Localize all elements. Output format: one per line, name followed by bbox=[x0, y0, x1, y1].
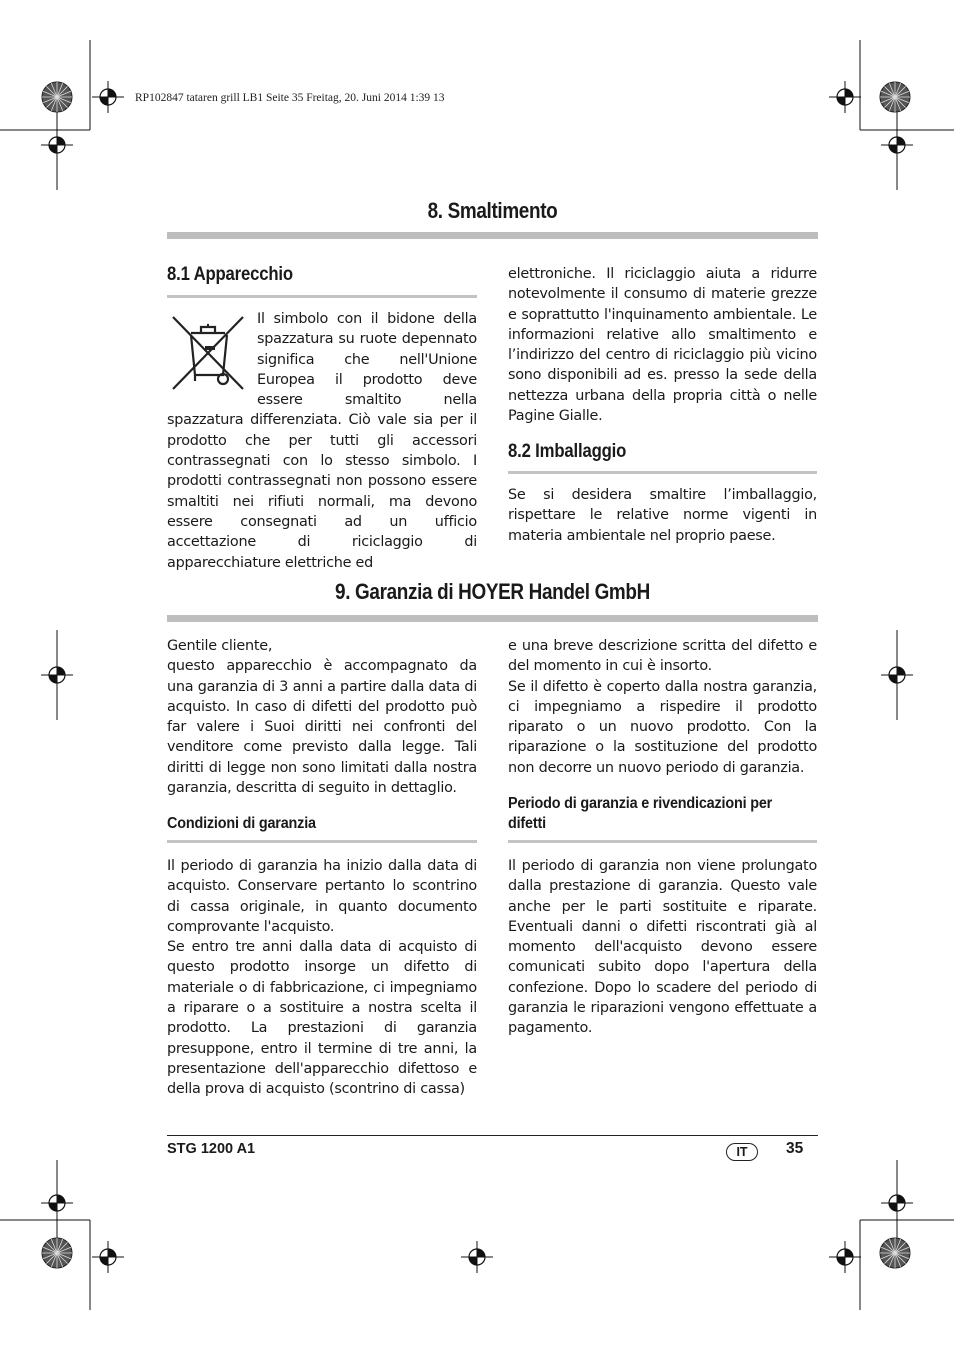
print-slug-line: RP102847 tataren grill LB1 Seite 35 Freitag, 20. Juni 2014 1:39 13 bbox=[135, 92, 445, 104]
section-8-1-paragraph-left: Il simbolo con il bidone della spazzatura su ruote depennato significa che nell'Unione Europea il prodotto deve essere smaltito nella spazzatura differenziata. Ciò vale sia per il prodotto che per tutti gli accessori contrassegnati con lo stesso simbolo. I prodotti contrassegnati non possono essere smaltiti nei rifiuti normali, ma devono essere consegnati ad un ufficio accettazione di riciclaggio di apparecchiature elettriche ed bbox=[167, 311, 477, 571]
period-heading: Periodo di garanzia e rivendicazioni per difetti bbox=[508, 795, 773, 832]
crossed-out-wheelie-bin-icon bbox=[167, 311, 249, 395]
section-8-title: 8. Smaltimento bbox=[427, 198, 558, 223]
period-text: Il periodo di garanzia non viene prolungato dalla prestazione di garanzia. Questo vale anche per le parti sostituite e riparate. Eventuali danni o difetti riscontrati già al momento dell'acquisto devono essere comunicati subito dopo l'apertura della confezione. Dopo lo scadere del periodo di garanzia le riparazioni vengono effettuate a pagamento. bbox=[508, 858, 817, 1037]
page-number: 35 bbox=[786, 1140, 804, 1157]
language-badge: IT bbox=[726, 1143, 758, 1161]
conditions-rule bbox=[167, 840, 477, 843]
section-9-title: 9. Garanzia di HOYER Handel GmbH bbox=[335, 579, 650, 604]
period-rule bbox=[508, 840, 817, 843]
section-9-left-intro bbox=[167, 636, 477, 798]
conditions-text bbox=[167, 856, 477, 1100]
section-8-2-rule bbox=[508, 471, 817, 474]
section-9-right-text bbox=[508, 636, 817, 778]
footer-rule bbox=[167, 1135, 818, 1136]
section-9-rule bbox=[167, 615, 818, 622]
section-8-rule bbox=[167, 232, 818, 239]
right-paragraph-2: Se il difetto è coperto dalla nostra garanzia, ci impegniamo a rispedire il prodotto riparato o un nuovo prodotto. Con la riparazione o la sostituzione del prodotto non decorre un nuovo periodo di garanzia. bbox=[508, 678, 817, 776]
conditions-paragraph-1: Il periodo di garanzia ha inizio dalla data di acquisto. Conservare pertanto lo scontrino di cassa originale, in quanto documento comprovante l'acquisto. bbox=[167, 858, 477, 935]
footer-model-code: STG 1200 A1 bbox=[167, 1141, 256, 1157]
intro-paragraph: questo apparecchio è accompagnato da una garanzia di 3 anni a partire dalla data di acquisto. In caso di difetti del prodotto può far valere i Suoi diritti nei confronti del venditore come previsto dalla legge. Tali diritti di legge non sono limitati dalla nostra garanzia, descritta di seguito in dettaglio. bbox=[167, 658, 477, 797]
conditions-paragraph-2: Se entro tre anni dalla data di acquisto di questo prodotto insorge un difetto di materiale o di fabbricazione, ci impegniamo a riparare o a sostituire a nostra scelta il prodotto. La prestazioni di garanzia presuppone, entro il termine di tre anni, la presentazione dell'apparecchio difettoso e della prova di acquisto (scontrino di cassa) bbox=[167, 939, 477, 1098]
section-8-2-heading: 8.2 Imballaggio bbox=[508, 441, 627, 462]
right-paragraph-1: e una breve descrizione scritta del difetto e del momento in cui è insorto. bbox=[508, 638, 817, 675]
greeting: Gentile cliente, bbox=[167, 638, 273, 654]
section-8-1-heading: 8.1 Apparecchio bbox=[167, 264, 293, 285]
section-8-1-text-left bbox=[167, 309, 477, 573]
section-8-2-text: Se si desidera smaltire l’imballaggio, rispettare le relative norme vigenti in materia ambientale nel proprio paese. bbox=[508, 487, 817, 544]
section-8-1-rule bbox=[167, 295, 477, 298]
conditions-heading: Condizioni di garanzia bbox=[167, 815, 316, 832]
section-8-1-text-right: elettroniche. Il riciclaggio aiuta a ridurre notevolmente il consumo di materie grezze e soprattutto l'inquinamento ambientale. Le informazioni relative allo smaltimento e l’indirizzo del centro di riciclaggio più vicino sono disponibili ad es. presso la sede della nettezza urbana della propria città o nelle Pagine Gialle. bbox=[508, 266, 817, 425]
